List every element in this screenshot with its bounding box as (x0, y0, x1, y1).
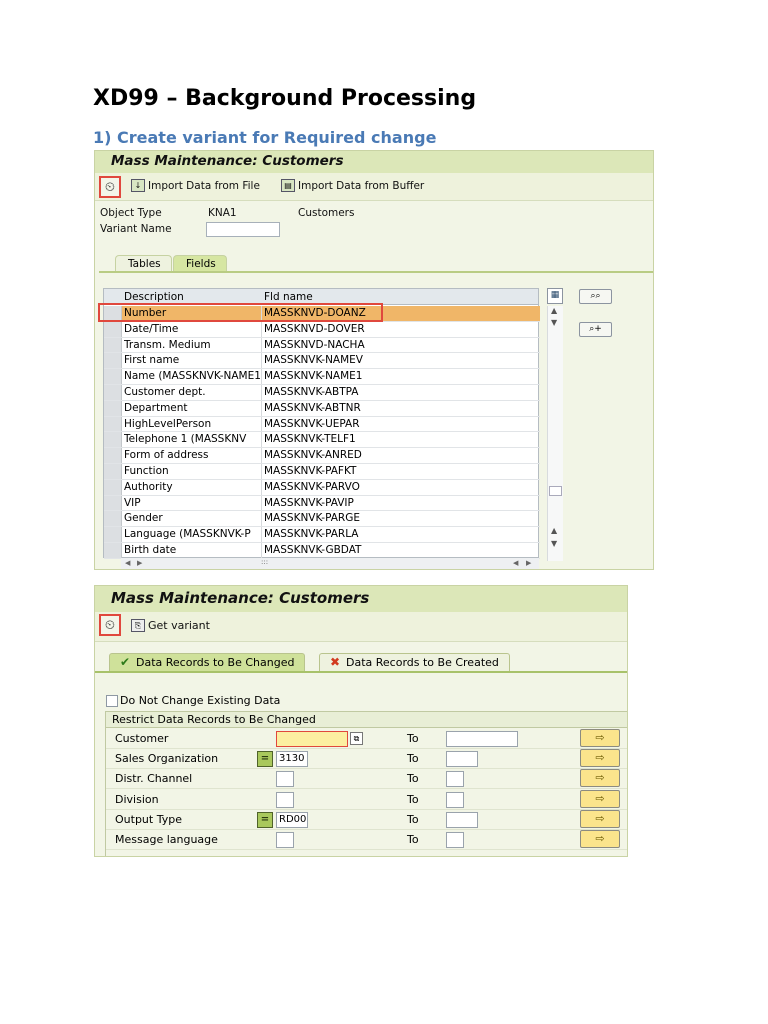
scroll-up-bottom-icon[interactable]: ▲ (551, 526, 558, 535)
selection-row (106, 729, 628, 749)
tab-strip-line (95, 671, 627, 673)
binoculars-icon: ⌕⌕ (590, 291, 601, 301)
import-buffer-label: Import Data from Buffer (298, 179, 425, 192)
arrow-right-icon: ⇨ (595, 791, 605, 805)
get-variant-icon: ⎘ (131, 619, 145, 632)
cell-description: Number (124, 307, 167, 319)
column-divider (261, 448, 262, 463)
get-variant-label: Get variant (148, 619, 210, 632)
row-selector[interactable] (104, 496, 122, 511)
table-row[interactable] (104, 417, 540, 433)
cell-fld-name: MASSKNVK-PARLA (264, 528, 359, 541)
cell-fld-name: MASSKNVK-UEPAR (264, 417, 360, 430)
to-input[interactable] (446, 832, 464, 848)
cell-fld-name: MASSKNVK-NAME1 (264, 370, 363, 383)
cell-fld-name: MASSKNVK-GBDAT (264, 544, 362, 556)
row-selector[interactable] (104, 464, 122, 479)
table-row[interactable] (104, 322, 540, 338)
tab-records-to-create-label: Data Records to Be Created (346, 656, 499, 669)
row-selector[interactable] (104, 401, 122, 416)
cell-description: Authority (124, 480, 173, 493)
table-row[interactable] (104, 369, 540, 385)
column-divider (261, 511, 262, 526)
cell-fld-name: MASSKNVK-PAVIP (264, 496, 354, 509)
selection-row (106, 769, 628, 789)
section-heading: 1) Create variant for Required change (93, 128, 437, 147)
selection-label: Distr. Channel (115, 772, 193, 786)
scroll-down-icon[interactable]: ▼ (551, 318, 558, 327)
to-input[interactable] (446, 771, 464, 787)
multiple-selection-button[interactable] (580, 830, 620, 848)
column-divider (261, 417, 262, 432)
import-buffer-icon: ▤ (281, 179, 295, 192)
row-selector[interactable] (104, 480, 122, 495)
cell-fld-name: MASSKNVK-ABTNR (264, 401, 361, 414)
column-divider (261, 338, 262, 353)
column-divider (261, 401, 262, 416)
tab-fields[interactable]: Fields (173, 255, 227, 273)
scroll-thumb[interactable] (549, 486, 562, 496)
variant-name-input[interactable] (206, 222, 280, 237)
highlight-box (98, 303, 383, 322)
cross-icon: ✖ (330, 655, 341, 669)
cell-fld-name: MASSKNVK-PARGE (264, 512, 360, 525)
from-input[interactable]: RD00 (276, 812, 308, 828)
from-input[interactable] (276, 832, 294, 848)
cell-fld-name: MASSKNVD-DOVER (264, 322, 365, 335)
table-row[interactable] (104, 511, 540, 527)
import-file-icon: ↓ (131, 179, 145, 192)
column-divider (261, 322, 262, 337)
multiple-selection-button[interactable] (580, 810, 620, 828)
column-header-description[interactable]: Description (124, 291, 184, 303)
equals-option-icon[interactable]: = (257, 812, 273, 828)
cell-description: Language (MASSKNVK-P (124, 528, 251, 541)
execute-clock-icon[interactable]: ⏲ (99, 614, 121, 636)
fields-table (103, 288, 539, 558)
equals-option-icon[interactable]: = (257, 751, 273, 767)
arrow-right-icon: ⇨ (595, 832, 605, 845)
scroll-grip-icon[interactable]: ::: (261, 558, 269, 566)
column-divider (261, 480, 262, 495)
no-change-existing-checkbox[interactable] (106, 695, 118, 707)
cell-description: Name (MASSKNVK-NAME1 (124, 370, 261, 383)
row-selector[interactable] (104, 432, 122, 447)
row-selector[interactable] (104, 527, 122, 542)
row-selector[interactable] (104, 353, 122, 368)
selection-label: Division (115, 792, 159, 806)
row-selector[interactable] (104, 417, 122, 432)
object-type-description: Customers (298, 207, 355, 219)
from-input[interactable]: 3130 (276, 751, 308, 767)
selection-label: Customer (115, 732, 169, 745)
object-type-value: KNA1 (208, 207, 237, 219)
scroll-right-end-icon[interactable]: ▶ (526, 559, 532, 567)
selection-row (106, 830, 628, 850)
column-header-fld-name[interactable]: Fld name (264, 291, 313, 303)
cell-description: Gender (124, 512, 163, 525)
selection-label: Sales Organization (115, 752, 219, 766)
column-divider (261, 496, 262, 511)
execute-clock-icon[interactable]: ⏲ (99, 176, 121, 198)
import-buffer-button[interactable] (281, 179, 424, 192)
cell-description: Transm. Medium (124, 338, 211, 351)
import-file-button[interactable] (131, 179, 260, 192)
cell-fld-name: MASSKNVD-NACHA (264, 338, 365, 351)
cell-fld-name: MASSKNVK-PAFKT (264, 465, 357, 477)
scroll-up-icon[interactable]: ▲ (551, 306, 558, 315)
document-title: XD99 – Background Processing (93, 86, 477, 111)
arrow-right-icon: ⇨ (595, 811, 605, 825)
arrow-right-icon: ⇨ (595, 731, 605, 744)
no-change-existing-label: Do Not Change Existing Data (120, 694, 281, 707)
tab-records-to-change[interactable] (109, 653, 305, 671)
tab-records-to-create[interactable] (319, 653, 510, 671)
column-divider (261, 369, 262, 384)
group-title: Restrict Data Records to Be Changed (106, 712, 628, 728)
table-row[interactable] (104, 385, 540, 401)
arrow-right-icon: ⇨ (595, 751, 605, 765)
column-divider (261, 464, 262, 479)
to-label: To (407, 752, 419, 766)
multiple-selection-button[interactable] (580, 749, 620, 767)
scroll-down-bottom-icon[interactable]: ▼ (551, 539, 558, 548)
cell-fld-name: MASSKNVK-TELF1 (264, 433, 356, 446)
column-divider (261, 385, 262, 400)
table-row[interactable] (104, 496, 540, 512)
import-file-label: Import Data from File (148, 179, 260, 192)
cell-fld-name: MASSKNVK-NAMEV (264, 354, 363, 367)
column-divider (261, 432, 262, 447)
row-selector[interactable] (104, 543, 122, 558)
table-row[interactable] (104, 480, 540, 496)
to-label: To (407, 732, 419, 745)
get-variant-button[interactable] (131, 619, 210, 632)
column-divider (261, 543, 262, 558)
object-type-label: Object Type (100, 207, 162, 219)
cell-description: Function (124, 465, 169, 477)
row-selector[interactable] (104, 369, 122, 384)
scroll-left-icon[interactable]: ◀ (125, 559, 131, 567)
check-icon: ✔ (120, 655, 131, 669)
to-label: To (407, 792, 419, 806)
table-row[interactable] (104, 353, 540, 369)
find-next-button[interactable] (579, 322, 612, 337)
find-button[interactable] (579, 289, 612, 304)
multiple-selection-button[interactable] (580, 790, 620, 808)
column-layout-icon[interactable]: ▦ (547, 288, 563, 304)
restrict-records-group (105, 711, 628, 857)
screen-title: Mass Maintenance: Customers (95, 586, 627, 612)
selection-row (106, 790, 628, 810)
cell-description: VIP (124, 496, 141, 509)
selection-row (106, 810, 628, 830)
scroll-right-icon[interactable]: ▶ (137, 559, 143, 567)
row-selector[interactable] (104, 385, 122, 400)
cell-description: Department (124, 401, 188, 414)
tab-tables[interactable]: Tables (115, 255, 172, 273)
to-input[interactable] (446, 792, 464, 808)
screenshot-mass-maintenance-selection (94, 585, 628, 857)
cell-description: HighLevelPerson (124, 417, 212, 430)
to-label: To (407, 772, 419, 786)
screen-title: Mass Maintenance: Customers (95, 151, 653, 173)
cell-description: Date/Time (124, 322, 179, 335)
to-input[interactable] (446, 731, 518, 747)
multiple-selection-button[interactable] (580, 729, 620, 747)
cell-fld-name: MASSKNVK-ANRED (264, 449, 362, 462)
cell-fld-name: MASSKNVD-DOANZ (264, 307, 366, 319)
toolbar (95, 173, 653, 201)
cell-description: Birth date (124, 544, 177, 556)
scroll-left-end-icon[interactable]: ◀ (513, 559, 519, 567)
screenshot-mass-maintenance-fields (94, 150, 654, 570)
table-row[interactable] (104, 464, 540, 480)
row-selector[interactable] (104, 448, 122, 463)
to-input[interactable] (446, 751, 478, 767)
to-label: To (407, 812, 419, 826)
tab-records-to-change-label: Data Records to Be Changed (136, 656, 295, 669)
cell-description: Form of address (124, 449, 209, 462)
binoculars-plus-icon: ⌕+ (589, 324, 602, 334)
selection-label: Output Type (115, 812, 182, 826)
horizontal-scrollbar[interactable] (121, 558, 539, 570)
tab-strip-line (99, 269, 653, 273)
table-row[interactable] (104, 401, 540, 417)
table-row[interactable] (104, 527, 540, 543)
toolbar (95, 612, 627, 642)
from-input[interactable] (276, 792, 294, 808)
column-divider (261, 353, 262, 368)
table-row[interactable] (104, 338, 540, 354)
selection-row (106, 749, 628, 769)
multiple-selection-button[interactable] (580, 769, 620, 787)
cell-fld-name: MASSKNVK-PARVO (264, 480, 360, 493)
cell-fld-name: MASSKNVK-ABTPA (264, 386, 359, 398)
selection-label: Message language (115, 833, 218, 846)
from-input[interactable] (276, 771, 294, 787)
from-input[interactable] (276, 731, 348, 747)
table-row[interactable] (104, 448, 540, 464)
cell-description: Telephone 1 (MASSKNV (124, 433, 247, 446)
variant-name-label: Variant Name (100, 223, 172, 235)
row-selector[interactable] (104, 511, 122, 526)
vertical-scrollbar[interactable] (547, 306, 563, 561)
search-help-icon[interactable]: ⧉ (350, 732, 363, 745)
arrow-right-icon: ⇨ (595, 771, 605, 785)
table-row[interactable] (104, 543, 540, 559)
row-selector[interactable] (104, 338, 122, 353)
to-label: To (407, 833, 419, 846)
to-input[interactable] (446, 812, 478, 828)
table-row[interactable] (104, 432, 540, 448)
cell-description: First name (124, 354, 180, 367)
cell-description: Customer dept. (124, 386, 206, 398)
column-divider (261, 527, 262, 542)
row-selector[interactable] (104, 322, 122, 337)
